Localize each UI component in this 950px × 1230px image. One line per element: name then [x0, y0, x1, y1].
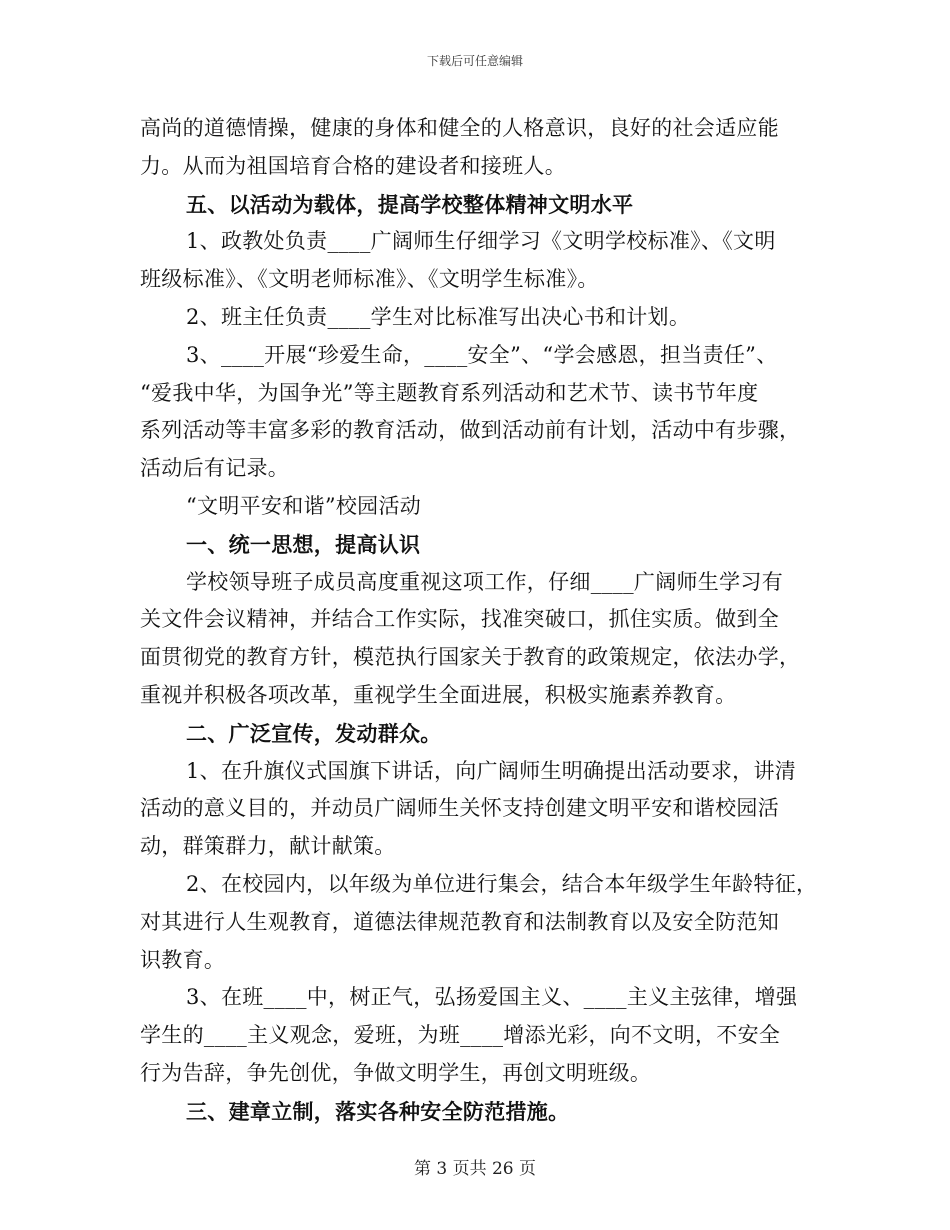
text-line: 对其进行人生观教育，道德法律规范教育和法制教育以及安全防范知: [140, 909, 779, 934]
text-line: 动，群策群力，献计献策。: [140, 834, 396, 859]
text-line: 学生的____主义观念，爱班，为班____增添光彩，向不文明，不安全: [140, 1023, 781, 1048]
text-line: 力。从而为祖国培育合格的建设者和接班人。: [140, 153, 566, 178]
text-line: 重视并积极各项改革，重视学生全面进展，积极实施素养教育。: [140, 682, 737, 707]
text-line: 2、在校园内，以年级为单位进行集会，结合本年级学生年龄特征，: [186, 871, 818, 896]
text-line: 活动后有记录。: [140, 456, 290, 481]
text-line: 1、在升旗仪式国旗下讲话，向广阔师生明确提出活动要求，讲清: [186, 758, 797, 783]
page-footer: 第 3 页共 26 页: [413, 1159, 537, 1179]
text-line: 班级标准》、《文明老师标准》、《文明学生标准》。: [140, 267, 599, 292]
section-heading: 二、广泛宣传，发动群众。: [186, 720, 442, 746]
text-line: 关文件会议精神，并结合工作实际，找准突破口，抓住实质。做到全: [140, 607, 779, 632]
text-line: 行为告辞，争先创优，争做文明学生，再创文明班级。: [140, 1060, 652, 1085]
text-line: 高尚的道德情操，健康的身体和健全的人格意识，良好的社会适应能: [140, 116, 779, 140]
section-heading: 三、建章立制，落实各种安全防范措施。: [186, 1098, 570, 1124]
text-line: 3、在班____中，树正气，弘扬爱国主义、____主义主弦律，增强: [186, 985, 798, 1010]
text-line: 2、班主任负责____学生对比标准写出决心书和计划。: [186, 304, 691, 329]
section-heading: 五、以活动为载体，提高学校整体精神文明水平: [186, 191, 634, 217]
text-line: 3、____开展“珍爱生命，____安全”、“学会感恩，担当责任”、: [186, 342, 778, 367]
text-line: 系列活动等丰富多彩的教育活动，做到活动前有计划，活动中有步骤，: [140, 418, 801, 443]
text-line: 识教育。: [140, 947, 226, 972]
text-line: 1、政教处负责____广阔师生仔细学习《文明学校标准》、《文明: [186, 229, 776, 254]
text-line: “文明平安和谐”校园活动: [186, 493, 422, 518]
section-heading: 一、统一思想，提高认识: [186, 531, 421, 557]
document-body: [140, 110, 818, 1131]
text-line: 活动的意义目的，并动员广阔师生关怀支持创建文明平安和谐校园活: [140, 796, 779, 821]
text-line: “爱我中华，为国争光”等主题教育系列活动和艺术节、读书节年度: [140, 380, 759, 405]
page-header: 下载后可任意编辑: [426, 54, 523, 68]
text-line: 面贯彻党的教育方针，模范执行国家关于教育的政策规定，依法办学，: [140, 645, 801, 670]
text-line: 学校领导班子成员高度重视这项工作，仔细____广阔师生学习有: [186, 569, 783, 594]
